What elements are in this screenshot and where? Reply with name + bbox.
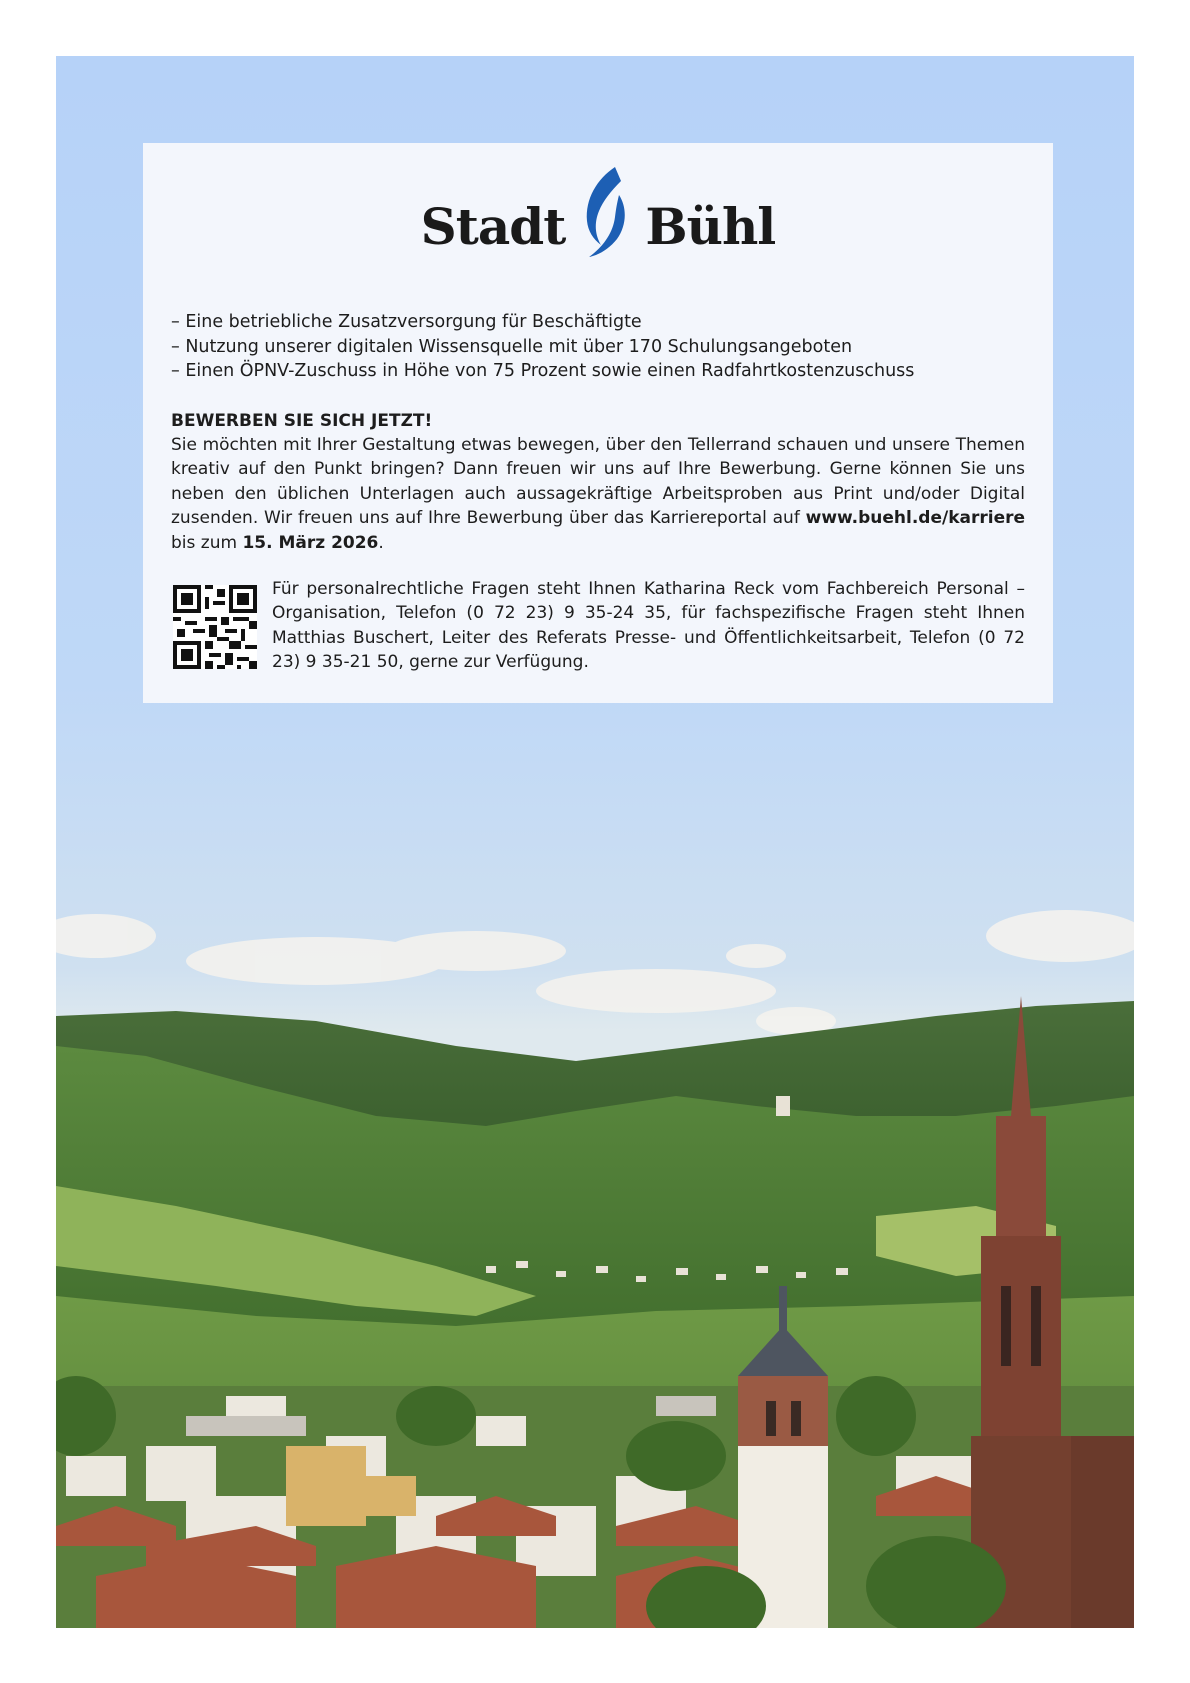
application-deadline: 15. März 2026 (242, 532, 379, 553)
benefit-item: – Eine betriebliche Zusatzversorgung für Beschäftigte (171, 312, 642, 332)
apply-paragraph (171, 433, 1025, 555)
apply-text: Sie möchten mit Ihrer Gestaltung etwas bewegen, über den Tellerrand schauen und unsere Themen kreativ auf den Punkt bringen? Dann freuen wir uns auf Ihre Bewerbung. Gerne können Sie uns neben den üblichen Unterlagen auch aussagekräftige Arbeitsproben aus Print und/oder Digital zusenden. Wir freuen uns auf Ihre Bewerbung über das Karriereportal auf (171, 435, 1025, 529)
logo-word-buehl: Bühl (645, 196, 776, 256)
contact-paragraph: Für personalrechtliche Fragen steht Ihnen Katharina Reck vom Fachbereich Personal – Organisation, Telefon (0 72 23) 9 35-24 35, für fachspezifische Fragen steht Ihnen Matthias Buschert, Leiter des Referats Presse- und Öffentlichkeitsarbeit, Telefon (0 72 23) 9 35-21 50, gerne zur Verfügung. (272, 579, 1025, 673)
apply-text-mid: bis zum (171, 532, 238, 553)
logo-word-stadt: Stadt (420, 196, 566, 256)
stadt-buehl-logo (143, 165, 1053, 257)
apply-heading: BEWERBEN SIE SICH JETZT! (171, 411, 433, 431)
benefit-item: – Nutzung unserer digitalen Wissensquelle mit über 170 Schulungsangeboten (171, 336, 853, 357)
job-ad-info-card (143, 143, 1053, 703)
stadt-buehl-emblem-icon (575, 165, 635, 257)
benefit-item: – Einen ÖPNV-Zuschuss in Höhe von 75 Prozent sowie einen Radfahrtkostenzuschuss (171, 361, 915, 381)
career-portal-link[interactable]: www.buehl.de/karriere (805, 508, 1026, 529)
apply-text-end: . (378, 532, 384, 553)
benefits-list (171, 310, 1025, 384)
qr-code-icon[interactable] (173, 585, 257, 669)
